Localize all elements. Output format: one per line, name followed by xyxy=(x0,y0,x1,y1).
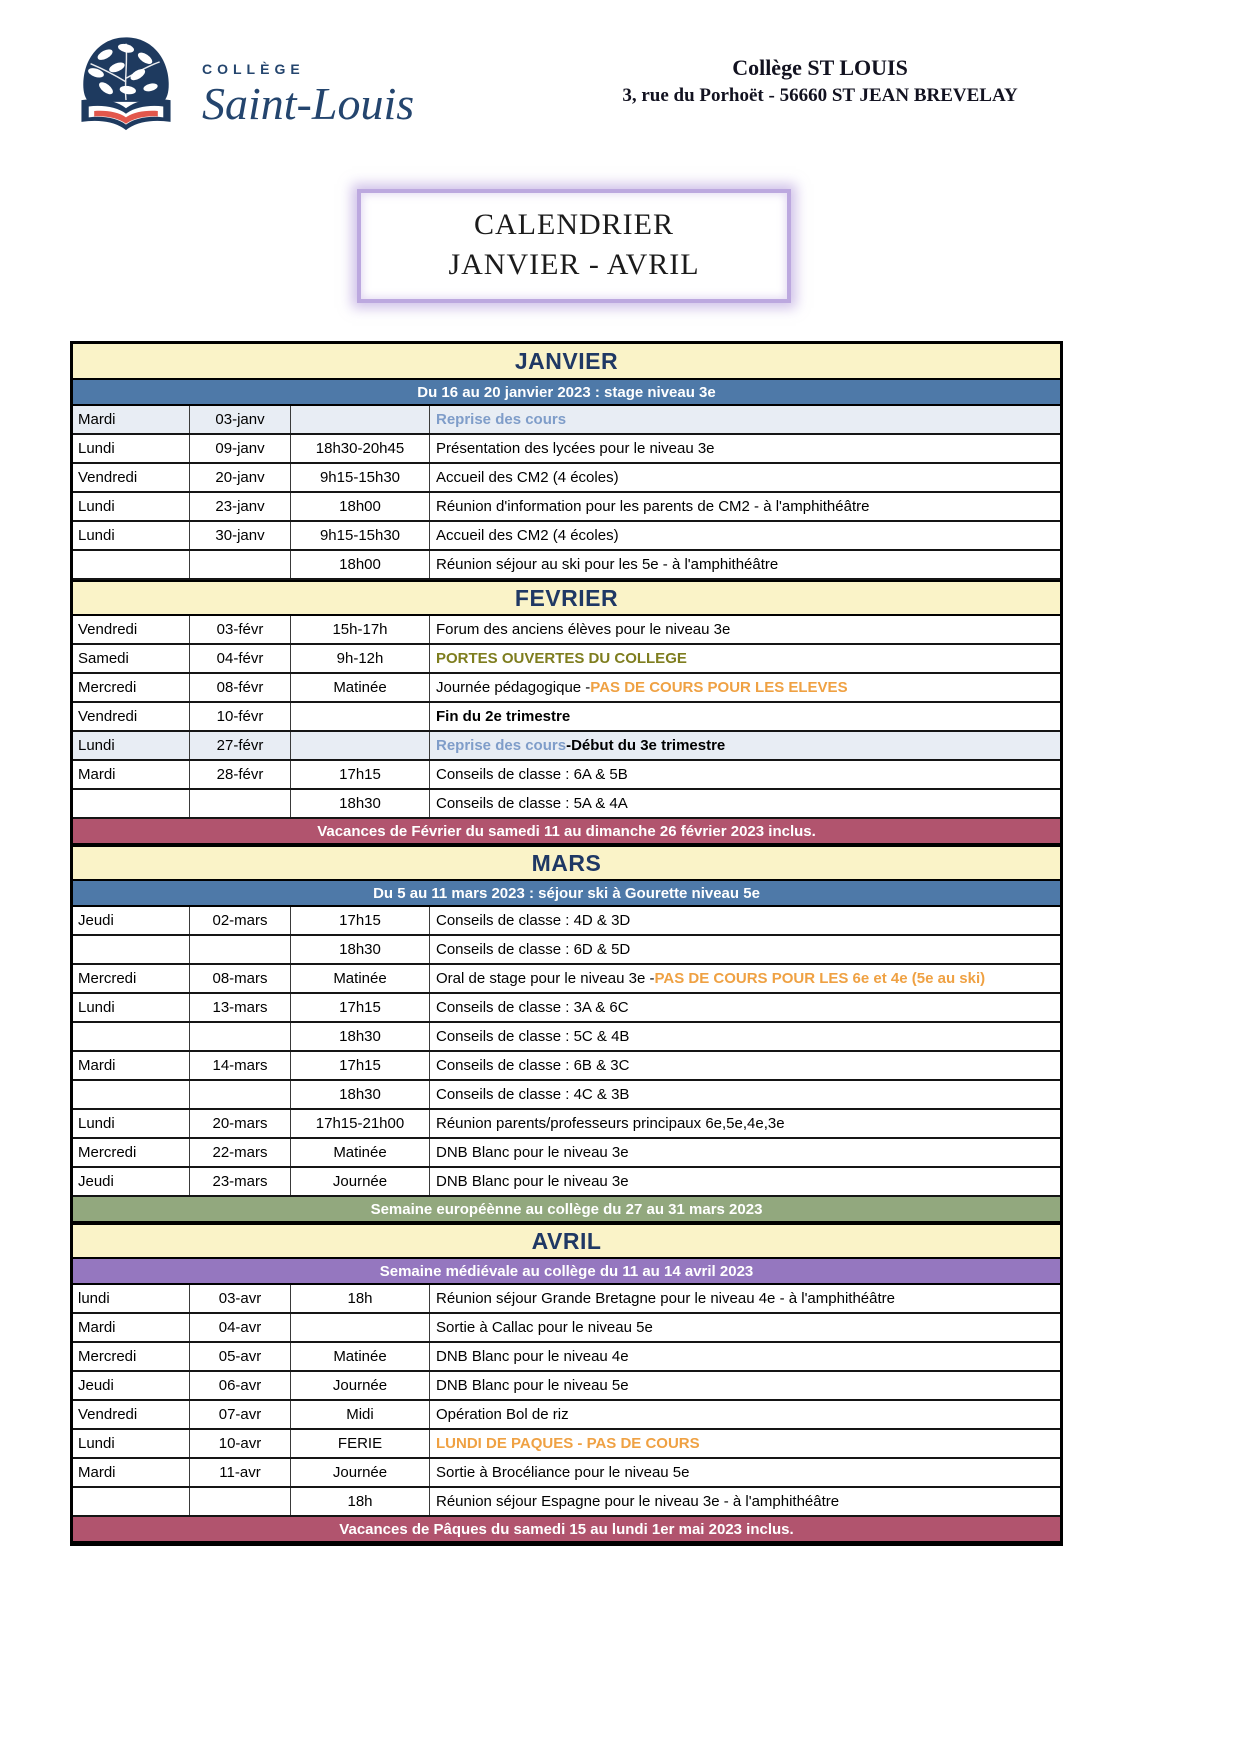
time-cell: 15h-17h xyxy=(291,616,430,643)
description-cell xyxy=(430,1430,1060,1457)
day-cell: Mardi xyxy=(73,1459,190,1486)
page-title-line1: CALENDRIER xyxy=(474,208,674,241)
time-cell: 9h15-15h30 xyxy=(291,522,430,549)
date-cell: 20-mars xyxy=(190,1110,291,1137)
time-cell: FERIE xyxy=(291,1430,430,1457)
time-cell: 18h00 xyxy=(291,551,430,578)
event-row xyxy=(73,1314,1060,1343)
time-cell: 18h xyxy=(291,1285,430,1312)
description-cell xyxy=(430,1110,1060,1137)
event-row xyxy=(73,1459,1060,1488)
school-logo xyxy=(76,32,414,150)
date-cell: 04-févr xyxy=(190,645,291,672)
day-cell: Jeudi xyxy=(73,1372,190,1399)
date-cell: 06-avr xyxy=(190,1372,291,1399)
time-cell: 18h00 xyxy=(291,493,430,520)
day-cell xyxy=(73,936,190,963)
day-cell: Jeudi xyxy=(73,1168,190,1195)
description-segment: Accueil des CM2 (4 écoles) xyxy=(436,527,619,544)
day-cell: Lundi xyxy=(73,522,190,549)
description-segment: Conseils de classe : 6B & 3C xyxy=(436,1057,630,1074)
info-banner: Du 5 au 11 mars 2023 : séjour ski à Gourette niveau 5e xyxy=(73,881,1060,907)
description-cell xyxy=(430,1081,1060,1108)
time-cell xyxy=(291,732,430,759)
description-segment: Fin du 2e trimestre xyxy=(436,708,571,725)
day-cell xyxy=(73,551,190,578)
event-row xyxy=(73,1343,1060,1372)
description-cell xyxy=(430,732,1060,759)
event-row xyxy=(73,1168,1060,1197)
time-cell: 18h30 xyxy=(291,936,430,963)
description-segment: DNB Blanc pour le niveau 5e xyxy=(436,1377,629,1394)
description-cell xyxy=(430,965,1060,992)
event-row xyxy=(73,761,1060,790)
event-row xyxy=(73,674,1060,703)
date-cell: 11-avr xyxy=(190,1459,291,1486)
description-segment: Conseils de classe : 5C & 4B xyxy=(436,1028,630,1045)
description-cell xyxy=(430,761,1060,788)
time-cell: 18h30 xyxy=(291,1081,430,1108)
tree-book-logo-icon xyxy=(76,32,176,150)
description-cell xyxy=(430,435,1060,462)
description-cell xyxy=(430,493,1060,520)
time-cell xyxy=(291,703,430,730)
school-name: Collège ST LOUIS xyxy=(732,55,908,80)
event-row xyxy=(73,936,1060,965)
day-cell: Lundi xyxy=(73,435,190,462)
date-cell: 27-févr xyxy=(190,732,291,759)
description-cell xyxy=(430,1052,1060,1079)
time-cell: 9h-12h xyxy=(291,645,430,672)
time-cell: 18h30-20h45 xyxy=(291,435,430,462)
logo-wordmark xyxy=(202,53,414,130)
date-cell xyxy=(190,936,291,963)
date-cell: 28-févr xyxy=(190,761,291,788)
day-cell: Mardi xyxy=(73,761,190,788)
description-cell xyxy=(430,1401,1060,1428)
date-cell: 03-janv xyxy=(190,406,291,433)
description-cell xyxy=(430,1023,1060,1050)
description-segment: Opération Bol de riz xyxy=(436,1406,569,1423)
description-segment: Accueil des CM2 (4 écoles) xyxy=(436,469,619,486)
day-cell: Lundi xyxy=(73,1430,190,1457)
day-cell: Mercredi xyxy=(73,674,190,701)
month-header-janvier: JANVIER xyxy=(73,344,1060,380)
description-segment: Début du 3e trimestre xyxy=(571,737,726,754)
time-cell: Journée xyxy=(291,1168,430,1195)
description-segment: Reprise des cours xyxy=(436,737,567,754)
day-cell: Samedi xyxy=(73,645,190,672)
event-row xyxy=(73,1372,1060,1401)
event-row xyxy=(73,1139,1060,1168)
date-cell: 02-mars xyxy=(190,907,291,934)
description-segment: Réunion séjour Grande Bretagne pour le niveau 4e - à l'amphithéâtre xyxy=(436,1290,895,1307)
event-row xyxy=(73,522,1060,551)
description-cell xyxy=(430,936,1060,963)
time-cell: Journée xyxy=(291,1372,430,1399)
day-cell xyxy=(73,790,190,817)
description-segment: Conseils de classe : 4C & 3B xyxy=(436,1086,630,1103)
event-row xyxy=(73,994,1060,1023)
date-cell xyxy=(190,790,291,817)
description-segment: Présentation des lycées pour le niveau 3e xyxy=(436,440,715,457)
day-cell: Jeudi xyxy=(73,907,190,934)
event-row xyxy=(73,732,1060,761)
description-cell xyxy=(430,645,1060,672)
description-cell xyxy=(430,551,1060,578)
day-cell: Lundi xyxy=(73,994,190,1021)
date-cell: 10-avr xyxy=(190,1430,291,1457)
month-header-avril: AVRIL xyxy=(73,1223,1060,1259)
day-cell: Lundi xyxy=(73,493,190,520)
day-cell: Mercredi xyxy=(73,1139,190,1166)
time-cell: 17h15 xyxy=(291,1052,430,1079)
day-cell: Mercredi xyxy=(73,1343,190,1370)
time-cell: 18h30 xyxy=(291,1023,430,1050)
date-cell: 04-avr xyxy=(190,1314,291,1341)
date-cell: 20-janv xyxy=(190,464,291,491)
description-cell xyxy=(430,522,1060,549)
day-cell: Vendredi xyxy=(73,464,190,491)
description-segment: - xyxy=(566,737,572,754)
event-row xyxy=(73,1052,1060,1081)
event-row xyxy=(73,907,1060,936)
description-segment: Réunion séjour Espagne pour le niveau 3e - à l'amphithéâtre xyxy=(436,1493,840,1510)
time-cell xyxy=(291,406,430,433)
school-contact-block xyxy=(520,55,1120,107)
day-cell xyxy=(73,1023,190,1050)
time-cell: Matinée xyxy=(291,1343,430,1370)
time-cell: 17h15-21h00 xyxy=(291,1110,430,1137)
date-cell xyxy=(190,551,291,578)
description-cell xyxy=(430,464,1060,491)
info-banner: Du 16 au 20 janvier 2023 : stage niveau 3e xyxy=(73,380,1060,406)
description-segment: Reprise des cours xyxy=(436,411,567,428)
date-cell xyxy=(190,1488,291,1515)
date-cell: 22-mars xyxy=(190,1139,291,1166)
description-segment: Réunion d'information pour les parents de CM2 - à l'amphithéâtre xyxy=(436,498,870,515)
description-segment: Réunion parents/professeurs principaux 6e,5e,4e,3e xyxy=(436,1115,785,1132)
day-cell: Lundi xyxy=(73,1110,190,1137)
vacation-banner: Vacances de Pâques du samedi 15 au lundi 1er mai 2023 inclus. xyxy=(73,1517,1060,1543)
calendar-table xyxy=(70,341,1063,1546)
event-row xyxy=(73,493,1060,522)
description-segment: Sortie à Callac pour le niveau 5e xyxy=(436,1319,653,1336)
description-segment: PAS DE COURS POUR LES ELEVES xyxy=(590,679,848,696)
date-cell xyxy=(190,1023,291,1050)
event-row xyxy=(73,790,1060,819)
event-row xyxy=(73,645,1060,674)
description-segment: Journée pédagogique - xyxy=(436,679,591,696)
description-cell xyxy=(430,1372,1060,1399)
date-cell xyxy=(190,1081,291,1108)
time-cell: Matinée xyxy=(291,674,430,701)
date-cell: 23-janv xyxy=(190,493,291,520)
description-cell xyxy=(430,1285,1060,1312)
description-segment: Forum des anciens élèves pour le niveau 3e xyxy=(436,621,731,638)
description-segment: Conseils de classe : 6D & 5D xyxy=(436,941,631,958)
date-cell: 08-mars xyxy=(190,965,291,992)
description-cell xyxy=(430,703,1060,730)
description-cell xyxy=(430,1459,1060,1486)
time-cell: 17h15 xyxy=(291,907,430,934)
time-cell: Matinée xyxy=(291,965,430,992)
event-row xyxy=(73,435,1060,464)
event-row xyxy=(73,1430,1060,1459)
event-row xyxy=(73,616,1060,645)
event-row xyxy=(73,406,1060,435)
event-row xyxy=(73,1401,1060,1430)
time-cell: 17h15 xyxy=(291,994,430,1021)
school-address: 3, rue du Porhoët - 56660 ST JEAN BREVELAY xyxy=(622,85,1018,106)
event-row xyxy=(73,551,1060,580)
description-segment: Sortie à Brocéliance pour le niveau 5e xyxy=(436,1464,690,1481)
description-segment: PORTES OUVERTES DU COLLEGE xyxy=(436,650,687,667)
day-cell: Vendredi xyxy=(73,1401,190,1428)
description-segment: LUNDI DE PAQUES - PAS DE COURS xyxy=(436,1435,700,1452)
description-cell xyxy=(430,1343,1060,1370)
day-cell: Vendredi xyxy=(73,703,190,730)
time-cell: Matinée xyxy=(291,1139,430,1166)
vacation-banner: Vacances de Février du samedi 11 au dimanche 26 février 2023 inclus. xyxy=(73,819,1060,845)
date-cell: 14-mars xyxy=(190,1052,291,1079)
description-cell xyxy=(430,406,1060,433)
description-segment: DNB Blanc pour le niveau 3e xyxy=(436,1173,629,1190)
date-cell: 03-févr xyxy=(190,616,291,643)
day-cell: Mardi xyxy=(73,406,190,433)
time-cell: 18h xyxy=(291,1488,430,1515)
description-cell xyxy=(430,1139,1060,1166)
description-segment: PAS DE COURS POUR LES 6e et 4e (5e au ski) xyxy=(654,970,986,987)
date-cell: 05-avr xyxy=(190,1343,291,1370)
description-segment: DNB Blanc pour le niveau 3e xyxy=(436,1144,629,1161)
description-segment: Oral de stage pour le niveau 3e - xyxy=(436,970,655,987)
event-row xyxy=(73,1488,1060,1517)
day-cell xyxy=(73,1081,190,1108)
date-cell: 23-mars xyxy=(190,1168,291,1195)
date-cell: 08-févr xyxy=(190,674,291,701)
description-cell xyxy=(430,790,1060,817)
event-row xyxy=(73,1081,1060,1110)
time-cell: 18h30 xyxy=(291,790,430,817)
date-cell: 03-avr xyxy=(190,1285,291,1312)
event-row xyxy=(73,1285,1060,1314)
date-cell: 13-mars xyxy=(190,994,291,1021)
event-row xyxy=(73,703,1060,732)
day-cell xyxy=(73,1488,190,1515)
day-cell: Mardi xyxy=(73,1052,190,1079)
logo-college-label: COLLÈGE xyxy=(202,60,305,77)
title-box-wrap xyxy=(357,189,791,303)
time-cell: Journée xyxy=(291,1459,430,1486)
time-cell: Midi xyxy=(291,1401,430,1428)
event-row xyxy=(73,464,1060,493)
time-cell: 9h15-15h30 xyxy=(291,464,430,491)
day-cell: Lundi xyxy=(73,732,190,759)
date-cell: 09-janv xyxy=(190,435,291,462)
day-cell: Mercredi xyxy=(73,965,190,992)
month-header-mars: MARS xyxy=(73,845,1060,881)
description-segment: Réunion séjour au ski pour les 5e - à l'amphithéâtre xyxy=(436,556,779,573)
event-row xyxy=(73,1023,1060,1052)
date-cell: 07-avr xyxy=(190,1401,291,1428)
info-banner: Semaine européènne au collège du 27 au 31 mars 2023 xyxy=(73,1197,1060,1223)
description-cell xyxy=(430,1314,1060,1341)
date-cell: 30-janv xyxy=(190,522,291,549)
description-segment: Conseils de classe : 3A & 6C xyxy=(436,999,629,1016)
event-row xyxy=(73,965,1060,994)
description-cell xyxy=(430,907,1060,934)
day-cell: Vendredi xyxy=(73,616,190,643)
page-header xyxy=(0,0,1240,175)
date-cell: 10-févr xyxy=(190,703,291,730)
day-cell: lundi xyxy=(73,1285,190,1312)
description-segment: DNB Blanc pour le niveau 4e xyxy=(436,1348,629,1365)
event-row xyxy=(73,1110,1060,1139)
description-segment: Conseils de classe : 5A & 4A xyxy=(436,795,628,812)
time-cell: 17h15 xyxy=(291,761,430,788)
day-cell: Mardi xyxy=(73,1314,190,1341)
description-cell xyxy=(430,1168,1060,1195)
info-banner: Semaine médiévale au collège du 11 au 14 avril 2023 xyxy=(73,1259,1060,1285)
description-cell xyxy=(430,616,1060,643)
description-cell xyxy=(430,994,1060,1021)
description-segment: Conseils de classe : 6A & 5B xyxy=(436,766,628,783)
month-header-fevrier: FEVRIER xyxy=(73,580,1060,616)
description-segment: Conseils de classe : 4D & 3D xyxy=(436,912,631,929)
title-box xyxy=(357,189,791,303)
logo-saint-louis-script: Saint-Louis xyxy=(202,77,415,129)
time-cell xyxy=(291,1314,430,1341)
page-title-line2: JANVIER - AVRIL xyxy=(448,248,700,281)
description-cell xyxy=(430,1488,1060,1515)
description-cell xyxy=(430,674,1060,701)
